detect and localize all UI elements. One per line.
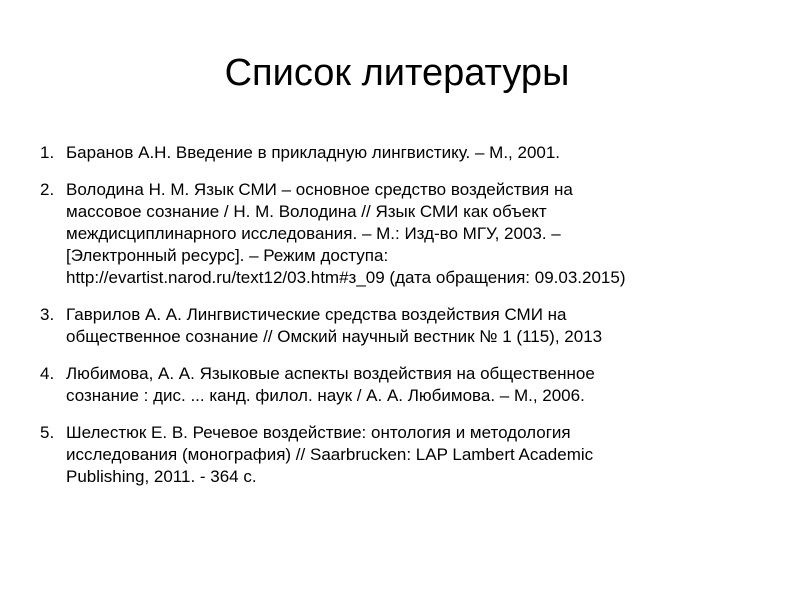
reference-list [40, 142, 760, 503]
reference-number: 2. [40, 180, 55, 199]
reference-line: междисциплинарного исследования. – М.: Изд-во МГУ, 2003. – [66, 224, 561, 243]
reference-line: сознание : дис. ... канд. филол. наук / А. А. Любимова. – М., 2006. [66, 386, 585, 405]
reference-item [40, 363, 760, 407]
reference-line: Publishing, 2011. - 364 с. [66, 467, 257, 486]
reference-line: Володина Н. М. Язык СМИ – основное средство воздействия на [66, 180, 573, 199]
reference-line: Любимова, А. А. Языковые аспекты воздействия на общественное [66, 364, 595, 383]
reference-number: 3. [40, 305, 55, 324]
reference-url-line: http://evartist.narod.ru/text12/03.htm#з_09 (дата обращения: 09.03.2015) [66, 268, 626, 287]
reference-item [40, 142, 760, 164]
slide-title: Список литературы [224, 52, 570, 94]
reference-number: 5. [40, 423, 55, 442]
reference-line: Шелестюк Е. В. Речевое воздействие: онтология и методология [66, 423, 571, 442]
reference-line: Гаврилов А. А. Лингвистические средства воздействия СМИ на [66, 305, 567, 324]
reference-line: Баранов А.Н. Введение в прикладную лингвистику. – М., 2001. [66, 143, 561, 162]
reference-line: общественное сознание // Омский научный вестник № 1 (115), 2013 [66, 327, 603, 346]
reference-text [66, 304, 760, 348]
reference-text [66, 363, 760, 407]
reference-number: 4. [40, 364, 55, 383]
reference-text [66, 142, 760, 164]
reference-item [40, 422, 760, 488]
reference-text [66, 422, 760, 488]
reference-text [66, 179, 760, 289]
reference-line: массовое сознание / Н. М. Володина // Язык СМИ как объект [66, 202, 547, 221]
reference-line: исследования (монография) // Saarbrucken: LAP Lambert Academic [66, 445, 594, 464]
reference-line: [Электронный ресурс]. – Режим доступа: [66, 246, 389, 265]
reference-item [40, 179, 760, 289]
reference-item [40, 304, 760, 348]
reference-number: 1. [40, 143, 55, 162]
